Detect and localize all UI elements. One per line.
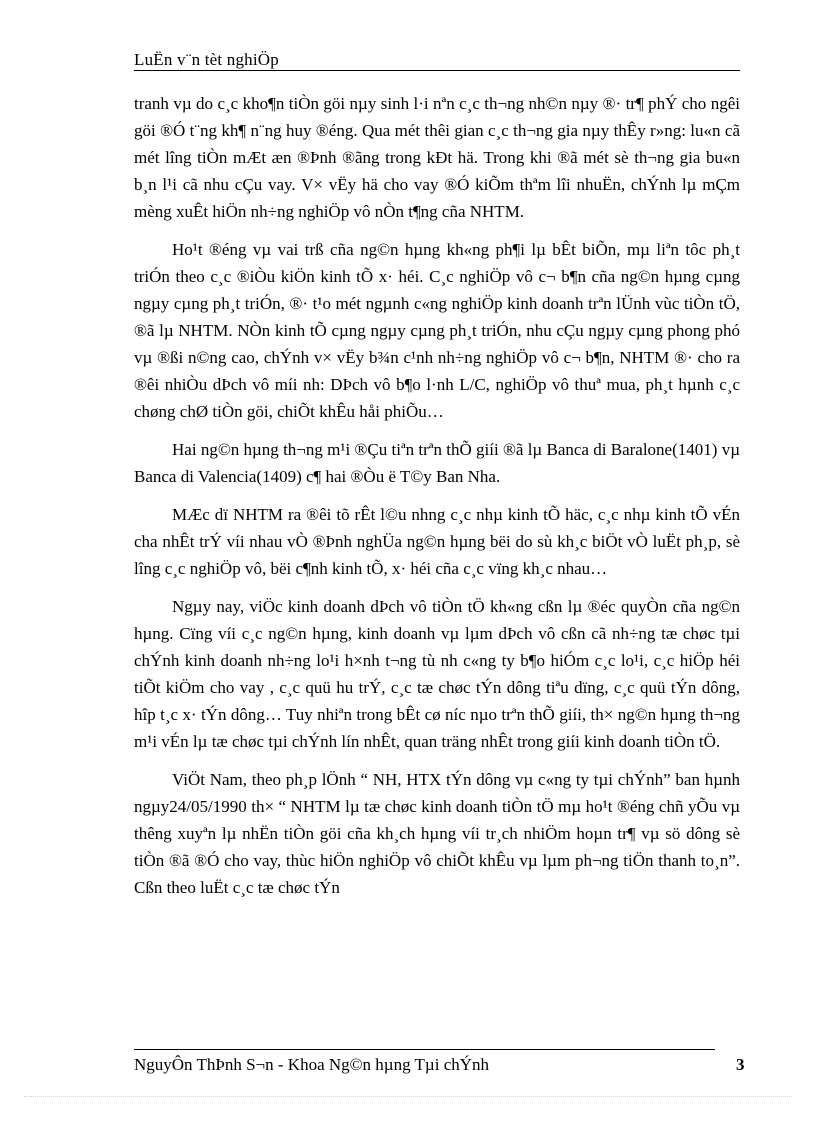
running-header-title: LuËn v¨n tèt nghiÖp xyxy=(134,50,279,69)
paragraph-first-banks: Hai ng©n hµng th¬ng m¹i ®Çu tiªn trªn thÕ giíi ®ã lµ Banca di Baralone(1401) vµ Banca di Valencia(1409) c¶ hai ®Òu ë T©y Ban Nha. xyxy=(134,440,740,486)
footer-author: NguyÔn ThÞnh S¬n - Khoa Ng©n hµng Tµi chÝnh xyxy=(134,1055,490,1074)
page-edge-divider xyxy=(24,1096,792,1097)
paragraph-bank-evolution: Ho¹t ®éng vµ vai trß cña ng©n hµng kh«ng ph¶i lµ bÊt biÕn, mµ liªn tôc ph¸t triÓn theo c¸c ®iÒu kiÖn kinh tÕ x· héi. C¸c nghiÖp vô c¬ b¶n cña ng©n hµng cµng ngµy cµng ph¸t triÓn, ®· t¹o mét ngµnh c«ng nghiÖp kinh doanh trªn lÜnh vùc tiÒn tÖ, ®ã lµ NHTM. NÒn kinh tÕ cµng ngµy cµng ph¸t triÓn, nhu cÇu ngµy cµng phong phó vµ ®ßi n©ng cao, chÝnh v× vËy b¾n c¹nh nh÷ng nghiÖp vô c¬ b¶n, NHTM ®· cho ra ®êi nhiÒu dÞch vô míi nh: DÞch vô b¶o l·nh L/C, nghiÖp vô thuª mua, ph¸t hµnh c¸c chøng chØ tiÒn göi, chiÕt khÊu håi phiÕu… xyxy=(134,240,740,421)
header-divider xyxy=(134,70,740,71)
paragraph-definition-disagreement: MÆc dï NHTM ra ®êi tõ rÊt l©u nhng c¸c nhµ kinh tÕ häc, c¸c nhµ kinh tÕ vÉn cha nhÊt trÝ víi nhau vÒ ®Þnh nghÜa ng©n hµng bëi do sù kh¸c biÖt vÒ luËt ph¸p, sè lîng c¸c nghiÖp vô, bëi c¶nh kinh tÕ, x· héi cña c¸c vïng kh¸c nhau… xyxy=(134,505,740,578)
paragraph-continuation: tranh vµ do c¸c kho¶n tiÒn göi nµy sinh l·i nªn c¸c th¬ng nh©n nµy ®· tr¶ phÝ cho ngêi göi ®Ó t¨ng kh¶ n¨ng huy ®éng. Qua mét thêi gian c¸c th¬ng gia nµy thÊy r»ng: lu«n cã mét lîng tiÒn mÆt æn ®Þnh ®ãng trong kÐt hä. Trong khi ®ã mét sè th¬ng gia bu«n b¸n l¹i cã nhu cÇu vay. V× vËy hä cho vay ®Ó kiÕm thªm lîi nhuËn, chÝnh lµ mÇm mèng xuÊt hiÖn nh÷ng nghiÖp vô nÒn t¶ng cña NHTM. xyxy=(134,94,740,221)
page-number: 3 xyxy=(736,1055,745,1074)
body-text xyxy=(134,90,740,912)
paragraph-vietnam-definition: ViÖt Nam, theo ph¸p lÖnh “ NH, HTX tÝn dông vµ c«ng ty tµi chÝnh” ban hµnh ngµy24/05/1990 th× “ NHTM lµ tæ chøc kinh doanh tiÒn tÖ mµ ho¹t ®éng chñ yÕu vµ thêng xuyªn lµ nhËn tiÒn göi cña kh¸ch hµng víi tr¸ch nhiÖm hoµn tr¶ vµ sö dông sè tiÒn ®ã ®Ó cho vay, thùc hiÖn nghiÖp vô chiÕt khÊu vµ lµm ph¬ng tiÖn thanh to¸n”. Cßn theo luËt c¸c tæ chøc tÝn xyxy=(134,770,740,897)
paragraph-financial-institutions: Ngµy nay, viÖc kinh doanh dÞch vô tiÒn tÖ kh«ng cßn lµ ®éc quyÒn cña ng©n hµng. Cïng víi c¸c ng©n hµng, kinh doanh vµ lµm dÞch vô cßn cã nh÷ng tæ chøc tµi chÝnh kinh doanh nh÷ng lo¹i h×nh t¬ng tù nh c«ng ty b¶o hiÓm c¸c lo¹i, c¸c hiÖp héi tiÕt kiÖm cho vay , c¸c quü hu trÝ, c¸c tæ chøc tÝn dông tiªu dïng, c¸c quü tÝn dông, hîp t¸c x· tÝn dông… Tuy nhiªn trong bÊt cø níc nµo trªn thÕ giíi, th× ng©n hµng th¬ng m¹i vÉn lµ tæ chøc tµi chÝnh lín nhÊt, quan träng nhÊt trong giíi kinh doanh tiÒn tÖ. xyxy=(134,597,740,751)
footer-divider xyxy=(134,1049,715,1050)
